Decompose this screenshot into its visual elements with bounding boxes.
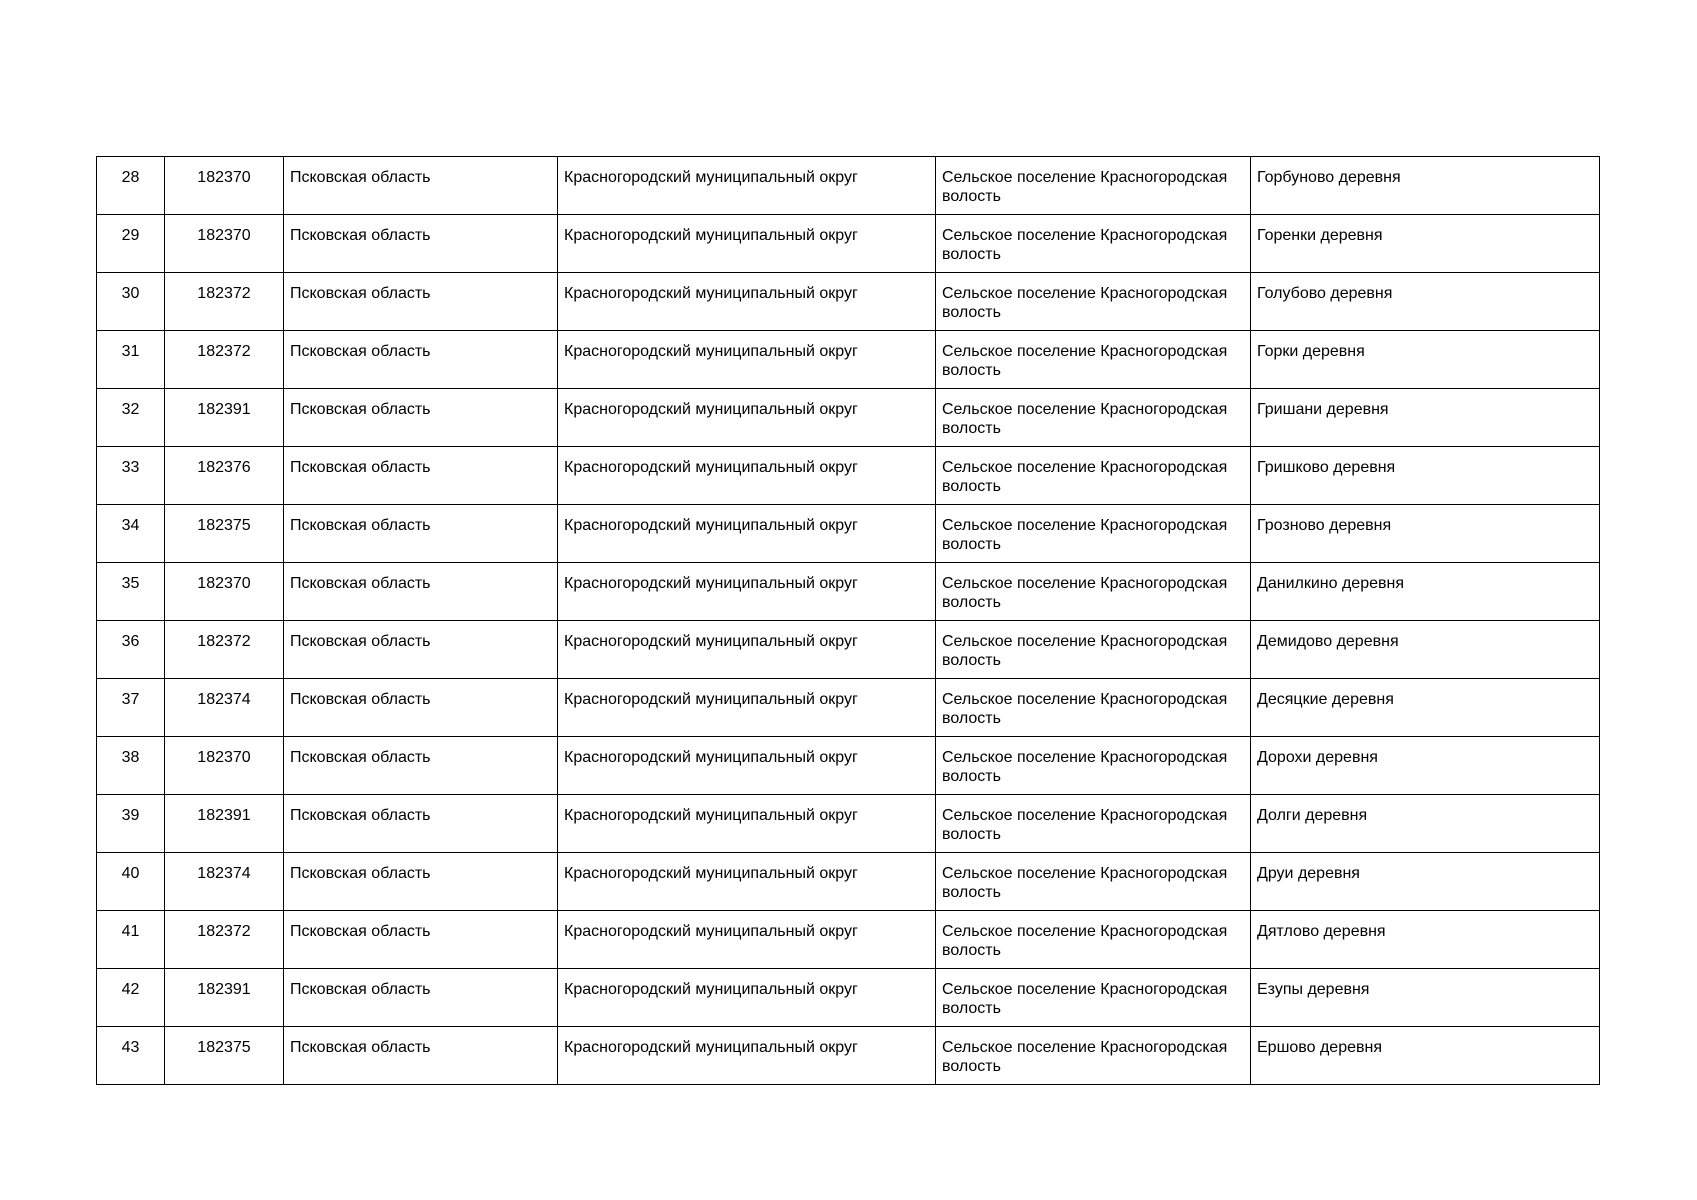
table-row [97, 389, 1600, 447]
table-row [97, 563, 1600, 621]
cell-locality: Дятлово деревня [1251, 911, 1600, 969]
cell-locality: Горбуново деревня [1251, 157, 1600, 215]
cell-postal-code: 182374 [165, 853, 284, 911]
cell-district: Красногородский муниципальный округ [558, 795, 936, 853]
table-row [97, 737, 1600, 795]
cell-locality: Дорохи деревня [1251, 737, 1600, 795]
cell-settlement: Сельское поселение Красногородская волость [936, 621, 1251, 679]
cell-region: Псковская область [284, 563, 558, 621]
cell-number: 39 [97, 795, 165, 853]
document-page [96, 156, 1600, 1085]
cell-district: Красногородский муниципальный округ [558, 969, 936, 1027]
cell-locality: Горки деревня [1251, 331, 1600, 389]
cell-number: 31 [97, 331, 165, 389]
cell-region: Псковская область [284, 389, 558, 447]
table-row [97, 447, 1600, 505]
cell-settlement: Сельское поселение Красногородская волость [936, 505, 1251, 563]
cell-locality: Гришково деревня [1251, 447, 1600, 505]
cell-postal-code: 182391 [165, 389, 284, 447]
table-row [97, 273, 1600, 331]
cell-region: Псковская область [284, 215, 558, 273]
cell-district: Красногородский муниципальный округ [558, 505, 936, 563]
cell-postal-code: 182372 [165, 621, 284, 679]
cell-locality: Друи деревня [1251, 853, 1600, 911]
cell-district: Красногородский муниципальный округ [558, 1027, 936, 1085]
cell-number: 33 [97, 447, 165, 505]
table-row [97, 679, 1600, 737]
cell-locality: Голубово деревня [1251, 273, 1600, 331]
cell-number: 30 [97, 273, 165, 331]
cell-settlement: Сельское поселение Красногородская волость [936, 157, 1251, 215]
cell-postal-code: 182372 [165, 331, 284, 389]
cell-settlement: Сельское поселение Красногородская волость [936, 1027, 1251, 1085]
cell-region: Псковская область [284, 679, 558, 737]
cell-region: Псковская область [284, 737, 558, 795]
cell-region: Псковская область [284, 505, 558, 563]
cell-district: Красногородский муниципальный округ [558, 331, 936, 389]
cell-postal-code: 182376 [165, 447, 284, 505]
cell-locality: Гришани деревня [1251, 389, 1600, 447]
cell-settlement: Сельское поселение Красногородская волость [936, 331, 1251, 389]
cell-locality: Данилкино деревня [1251, 563, 1600, 621]
cell-number: 35 [97, 563, 165, 621]
cell-settlement: Сельское поселение Красногородская волость [936, 679, 1251, 737]
cell-locality: Демидово деревня [1251, 621, 1600, 679]
address-table [96, 156, 1600, 1085]
cell-postal-code: 182372 [165, 911, 284, 969]
cell-region: Псковская область [284, 1027, 558, 1085]
cell-region: Псковская область [284, 911, 558, 969]
cell-locality: Долги деревня [1251, 795, 1600, 853]
cell-number: 41 [97, 911, 165, 969]
table-row [97, 331, 1600, 389]
table-row [97, 969, 1600, 1027]
table-row [97, 157, 1600, 215]
cell-region: Псковская область [284, 621, 558, 679]
cell-postal-code: 182375 [165, 505, 284, 563]
cell-region: Псковская область [284, 273, 558, 331]
cell-district: Красногородский муниципальный округ [558, 273, 936, 331]
cell-region: Псковская область [284, 447, 558, 505]
cell-settlement: Сельское поселение Красногородская волость [936, 853, 1251, 911]
table-row [97, 853, 1600, 911]
cell-number: 34 [97, 505, 165, 563]
table-row [97, 215, 1600, 273]
cell-postal-code: 182375 [165, 1027, 284, 1085]
cell-number: 42 [97, 969, 165, 1027]
cell-district: Красногородский муниципальный округ [558, 737, 936, 795]
cell-settlement: Сельское поселение Красногородская волость [936, 389, 1251, 447]
cell-settlement: Сельское поселение Красногородская волость [936, 737, 1251, 795]
cell-district: Красногородский муниципальный округ [558, 389, 936, 447]
cell-postal-code: 182374 [165, 679, 284, 737]
cell-number: 38 [97, 737, 165, 795]
cell-settlement: Сельское поселение Красногородская волость [936, 911, 1251, 969]
table-row [97, 621, 1600, 679]
cell-number: 36 [97, 621, 165, 679]
cell-settlement: Сельское поселение Красногородская волость [936, 795, 1251, 853]
cell-number: 43 [97, 1027, 165, 1085]
cell-postal-code: 182372 [165, 273, 284, 331]
table-row [97, 911, 1600, 969]
table-row [97, 795, 1600, 853]
cell-locality: Горенки деревня [1251, 215, 1600, 273]
cell-number: 40 [97, 853, 165, 911]
cell-postal-code: 182370 [165, 563, 284, 621]
cell-postal-code: 182391 [165, 969, 284, 1027]
cell-region: Псковская область [284, 331, 558, 389]
cell-district: Красногородский муниципальный округ [558, 853, 936, 911]
cell-district: Красногородский муниципальный округ [558, 157, 936, 215]
cell-district: Красногородский муниципальный округ [558, 563, 936, 621]
cell-district: Красногородский муниципальный округ [558, 215, 936, 273]
cell-district: Красногородский муниципальный округ [558, 679, 936, 737]
cell-postal-code: 182370 [165, 215, 284, 273]
cell-locality: Десяцкие деревня [1251, 679, 1600, 737]
cell-settlement: Сельское поселение Красногородская волость [936, 447, 1251, 505]
cell-locality: Езупы деревня [1251, 969, 1600, 1027]
table-row [97, 505, 1600, 563]
cell-region: Псковская область [284, 853, 558, 911]
cell-settlement: Сельское поселение Красногородская волость [936, 273, 1251, 331]
cell-district: Красногородский муниципальный округ [558, 621, 936, 679]
cell-postal-code: 182370 [165, 737, 284, 795]
cell-locality: Грозново деревня [1251, 505, 1600, 563]
cell-district: Красногородский муниципальный округ [558, 447, 936, 505]
cell-locality: Ершово деревня [1251, 1027, 1600, 1085]
cell-number: 29 [97, 215, 165, 273]
cell-settlement: Сельское поселение Красногородская волость [936, 969, 1251, 1027]
cell-settlement: Сельское поселение Красногородская волость [936, 563, 1251, 621]
cell-number: 32 [97, 389, 165, 447]
cell-number: 28 [97, 157, 165, 215]
cell-region: Псковская область [284, 969, 558, 1027]
cell-region: Псковская область [284, 157, 558, 215]
table-body [97, 157, 1600, 1085]
cell-district: Красногородский муниципальный округ [558, 911, 936, 969]
table-row [97, 1027, 1600, 1085]
cell-postal-code: 182370 [165, 157, 284, 215]
cell-settlement: Сельское поселение Красногородская волость [936, 215, 1251, 273]
cell-number: 37 [97, 679, 165, 737]
cell-region: Псковская область [284, 795, 558, 853]
cell-postal-code: 182391 [165, 795, 284, 853]
